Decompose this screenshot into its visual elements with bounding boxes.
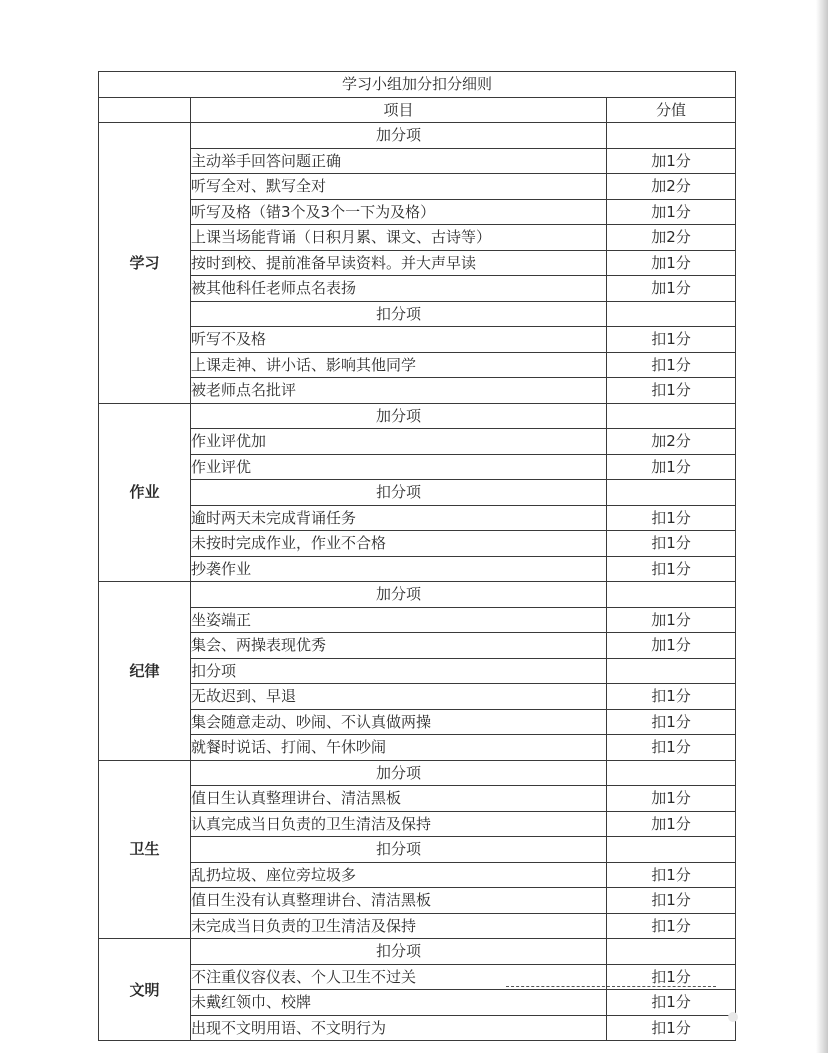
score-cell <box>607 837 736 863</box>
category-cell: 纪律 <box>99 582 191 761</box>
item-cell: 抄袭作业 <box>191 556 607 582</box>
score-cell <box>607 582 736 608</box>
score-cell: 加1分 <box>607 276 736 302</box>
score-cell: 加1分 <box>607 250 736 276</box>
table-row <box>99 786 736 812</box>
header-score: 分值 <box>607 97 736 123</box>
category-cell: 卫生 <box>99 760 191 939</box>
subheader-cell: 加分项 <box>191 123 607 149</box>
table-row <box>99 633 736 659</box>
score-cell: 扣1分 <box>607 735 736 761</box>
title-row <box>99 72 736 98</box>
header-empty-cell <box>99 97 191 123</box>
item-cell: 上课当场能背诵（日积月累、课文、古诗等） <box>191 225 607 251</box>
item-cell: 逾时两天未完成背诵任务 <box>191 505 607 531</box>
table-row <box>99 454 736 480</box>
item-cell: 作业评优加 <box>191 429 607 455</box>
table-row <box>99 352 736 378</box>
item-cell: 被其他科任老师点名表扬 <box>191 276 607 302</box>
item-cell: 上课走神、讲小话、影响其他同学 <box>191 352 607 378</box>
table-row <box>99 990 736 1016</box>
score-cell: 加1分 <box>607 786 736 812</box>
item-cell: 出现不文明用语、不文明行为 <box>191 1015 607 1041</box>
item-cell: 听写不及格 <box>191 327 607 353</box>
table-row <box>99 403 736 429</box>
score-cell: 扣1分 <box>607 1015 736 1041</box>
score-cell <box>607 939 736 965</box>
score-cell <box>607 301 736 327</box>
item-cell: 就餐时说话、打闹、午休吵闹 <box>191 735 607 761</box>
subheader-cell: 扣分项 <box>191 301 607 327</box>
category-cell: 作业 <box>99 403 191 582</box>
score-cell: 扣1分 <box>607 913 736 939</box>
table-row <box>99 760 736 786</box>
table-row <box>99 964 736 990</box>
table-row <box>99 123 736 149</box>
table-row <box>99 811 736 837</box>
subheader-cell: 加分项 <box>191 582 607 608</box>
table-row <box>99 250 736 276</box>
page-edge-shadow <box>816 0 828 1053</box>
score-cell <box>607 403 736 429</box>
table-row <box>99 709 736 735</box>
subheader-cell: 加分项 <box>191 760 607 786</box>
table-row <box>99 607 736 633</box>
item-cell: 不注重仪容仪表、个人卫生不过关 <box>191 964 607 990</box>
item-cell: 听写全对、默写全对 <box>191 174 607 200</box>
score-cell: 扣1分 <box>607 505 736 531</box>
table-row <box>99 888 736 914</box>
item-cell: 听写及格（错3个及3个一下为及格） <box>191 199 607 225</box>
score-cell: 扣1分 <box>607 531 736 557</box>
score-cell <box>607 760 736 786</box>
score-cell <box>607 658 736 684</box>
table-row <box>99 913 736 939</box>
item-cell: 认真完成当日负责的卫生清洁及保持 <box>191 811 607 837</box>
table-row <box>99 148 736 174</box>
score-cell: 加1分 <box>607 148 736 174</box>
table-row <box>99 327 736 353</box>
item-cell: 集会、两操表现优秀 <box>191 633 607 659</box>
subheader-cell: 扣分项 <box>191 480 607 506</box>
item-cell: 未戴红领巾、校牌 <box>191 990 607 1016</box>
table-title: 学习小组加分扣分细则 <box>99 72 736 98</box>
score-cell: 扣1分 <box>607 327 736 353</box>
score-cell: 加1分 <box>607 607 736 633</box>
table-row <box>99 556 736 582</box>
score-cell: 加1分 <box>607 454 736 480</box>
item-cell: 扣分项 <box>191 658 607 684</box>
score-cell: 加1分 <box>607 811 736 837</box>
table-row <box>99 378 736 404</box>
table-row <box>99 735 736 761</box>
score-cell: 扣1分 <box>607 888 736 914</box>
subheader-cell: 扣分项 <box>191 939 607 965</box>
table-row <box>99 939 736 965</box>
header-row <box>99 97 736 123</box>
table-row <box>99 582 736 608</box>
score-cell <box>607 123 736 149</box>
item-cell: 集会随意走动、吵闹、不认真做两操 <box>191 709 607 735</box>
subheader-cell: 扣分项 <box>191 837 607 863</box>
score-cell: 扣1分 <box>607 352 736 378</box>
score-cell: 扣1分 <box>607 862 736 888</box>
table-row <box>99 862 736 888</box>
category-cell: 文明 <box>99 939 191 1041</box>
item-cell: 无故迟到、早退 <box>191 684 607 710</box>
item-cell: 值日生没有认真整理讲台、清洁黑板 <box>191 888 607 914</box>
score-cell: 扣1分 <box>607 556 736 582</box>
score-cell: 扣1分 <box>607 990 736 1016</box>
score-cell <box>607 480 736 506</box>
table-row <box>99 837 736 863</box>
table-row <box>99 225 736 251</box>
header-item: 项目 <box>191 97 607 123</box>
item-cell: 坐姿端正 <box>191 607 607 633</box>
table-row <box>99 1015 736 1041</box>
item-cell: 乱扔垃圾、座位旁垃圾多 <box>191 862 607 888</box>
score-cell: 扣1分 <box>607 964 736 990</box>
table-row <box>99 199 736 225</box>
item-cell: 被老师点名批评 <box>191 378 607 404</box>
item-cell: 值日生认真整理讲台、清洁黑板 <box>191 786 607 812</box>
table-row <box>99 480 736 506</box>
item-cell: 未按时完成作业，作业不合格 <box>191 531 607 557</box>
item-cell: 按时到校、提前准备早读资料。并大声早读 <box>191 250 607 276</box>
item-cell: 未完成当日负责的卫生清洁及保持 <box>191 913 607 939</box>
table-row <box>99 684 736 710</box>
scan-artifact-mark <box>728 1012 738 1022</box>
item-cell: 作业评优 <box>191 454 607 480</box>
score-cell: 加2分 <box>607 429 736 455</box>
score-cell: 加1分 <box>607 633 736 659</box>
table-row <box>99 301 736 327</box>
table-row <box>99 531 736 557</box>
table-row <box>99 429 736 455</box>
score-cell: 扣1分 <box>607 709 736 735</box>
table-row <box>99 174 736 200</box>
subheader-cell: 加分项 <box>191 403 607 429</box>
score-cell: 扣1分 <box>607 378 736 404</box>
rules-table <box>98 71 736 1041</box>
category-cell: 学习 <box>99 123 191 404</box>
table-row <box>99 276 736 302</box>
table-row <box>99 505 736 531</box>
score-cell: 加2分 <box>607 225 736 251</box>
score-cell: 扣1分 <box>607 684 736 710</box>
item-cell: 主动举手回答问题正确 <box>191 148 607 174</box>
score-cell: 加1分 <box>607 199 736 225</box>
score-cell: 加2分 <box>607 174 736 200</box>
table-row <box>99 658 736 684</box>
